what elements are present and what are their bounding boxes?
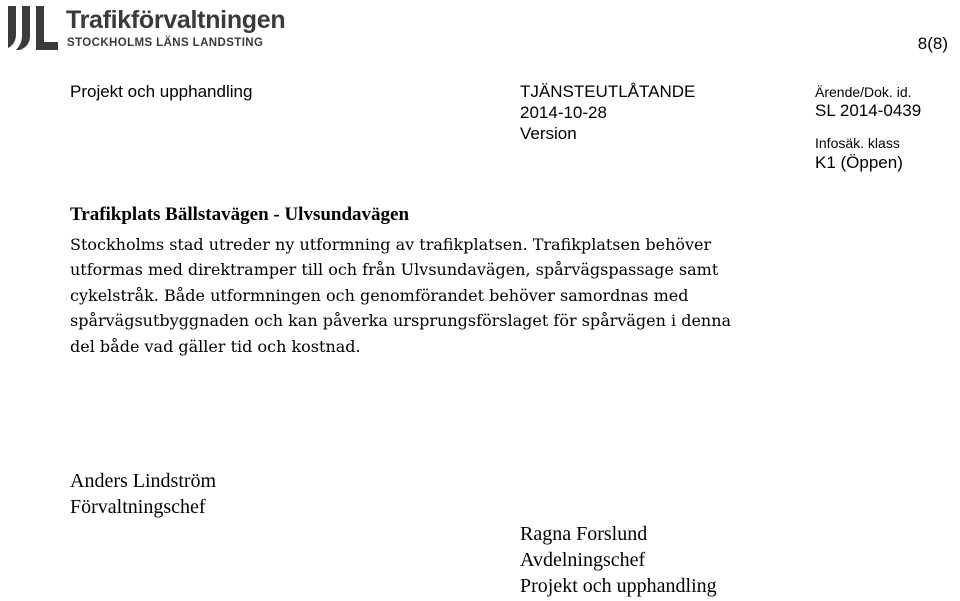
sl-logo-icon: [4, 4, 60, 52]
classification-label: Infosäk. klass: [815, 135, 900, 151]
department-label: Projekt och upphandling: [70, 82, 253, 101]
signature-block-second: [520, 521, 717, 599]
body-line: Stockholms stad utreder ny utformning av trafikplatsen. Trafikplatsen behöver: [70, 235, 712, 254]
body-line: utformas med direktramper till och från Ulvsundavägen, spårvägspassage samt: [70, 260, 719, 280]
case-label: Ärende/Dok. id.: [815, 84, 912, 100]
version-label: Version: [520, 124, 577, 143]
body-line: cykelstråk. Både utformningen och genomförandet behöver samordnas med: [70, 285, 689, 305]
signature-block-first: [70, 468, 216, 520]
signatory-name: Anders Lindström: [70, 470, 217, 492]
section-title: Trafikplats Bällstavägen - Ulvsundavägen: [70, 204, 410, 225]
body-paragraph: [70, 232, 830, 359]
page-number: 8(8): [917, 34, 948, 53]
organization-logo: [4, 4, 334, 54]
body-line: spårvägsutbyggnaden och kan påverka ursprungsförslaget för spårvägen i denna: [70, 311, 732, 331]
document-date: 2014-10-28: [520, 103, 607, 122]
classification-value: K1 (Öppen): [815, 153, 903, 172]
signatory-unit: Projekt och upphandling: [520, 575, 717, 597]
signatory-title: Förvaltningschef: [70, 496, 206, 518]
body-line: del både vad gäller tid och kostnad.: [70, 336, 361, 356]
signatory-title: Avdelningschef: [520, 549, 646, 571]
logo-name: Trafikförvaltningen: [66, 6, 286, 34]
logo-subtitle: STOCKHOLMS LÄNS LANDSTING: [67, 37, 264, 49]
document-type: TJÄNSTEUTLÅTANDE: [520, 82, 696, 101]
case-id: SL 2014-0439: [815, 101, 922, 120]
signatory-name: Ragna Forslund: [520, 523, 648, 545]
